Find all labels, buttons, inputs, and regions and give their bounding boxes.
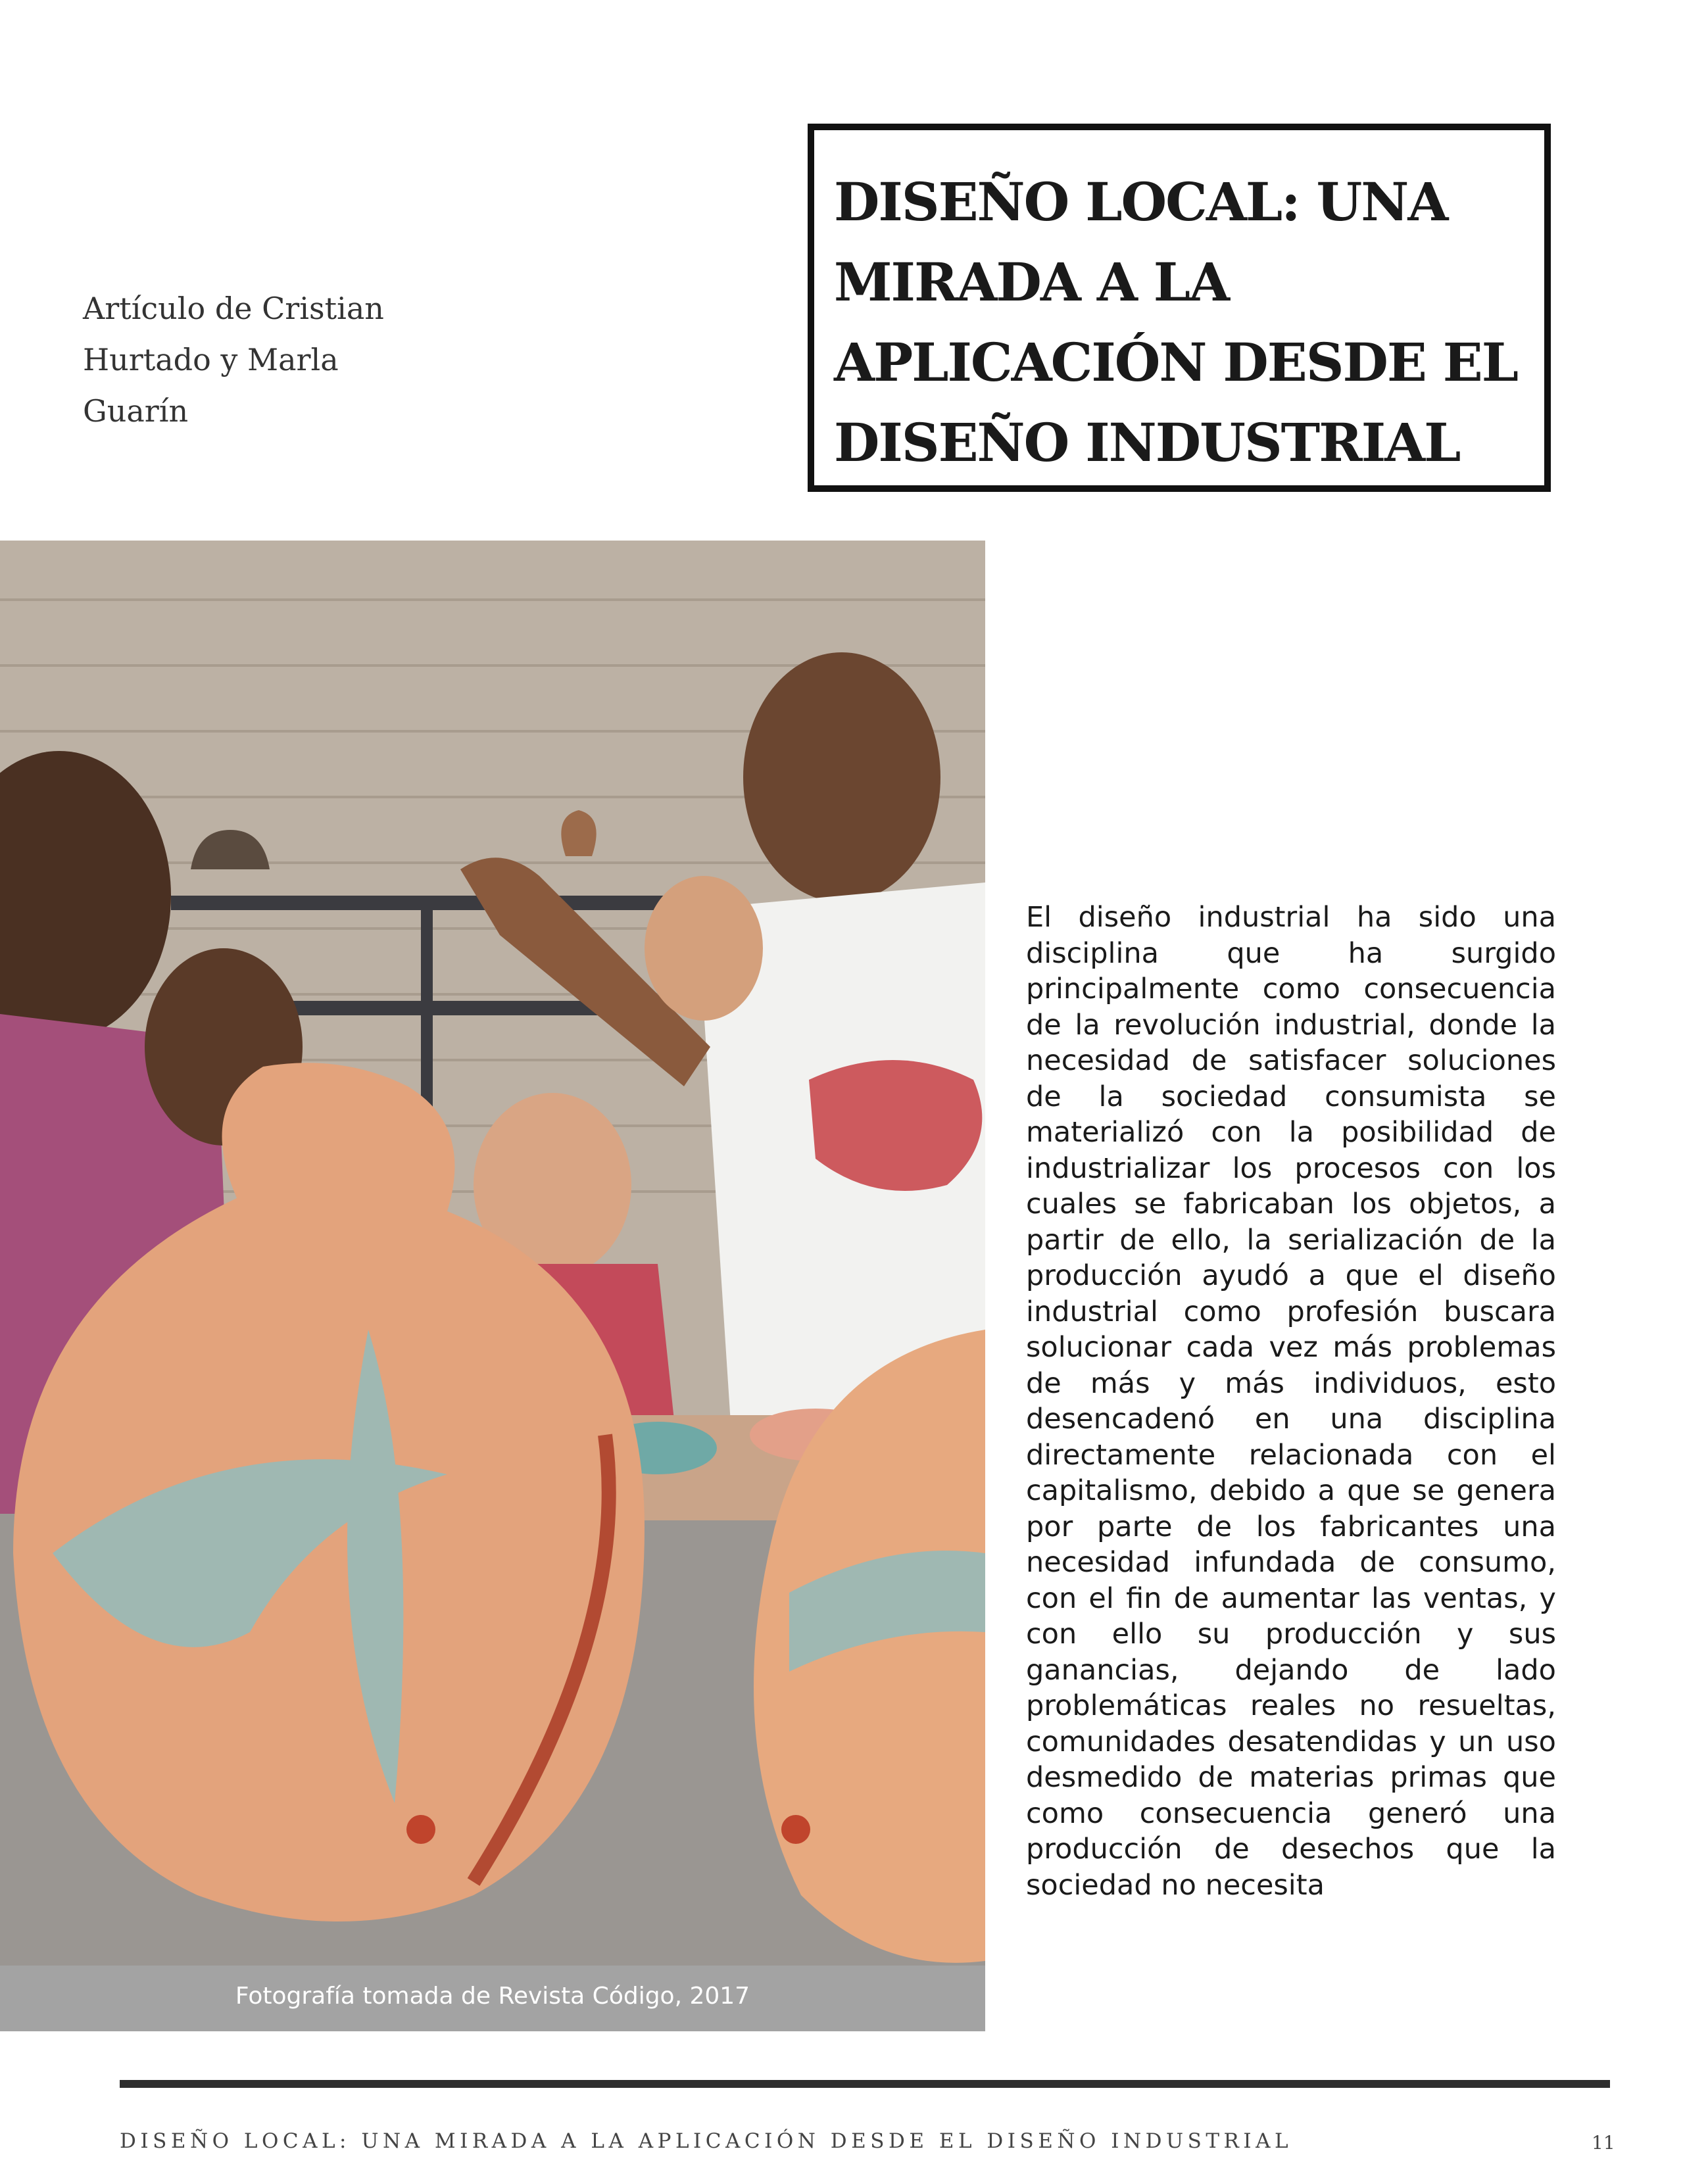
woman-head-back [645,876,763,1021]
page-number: 11 [1592,2132,1615,2154]
body-paragraph: El diseño industrial ha sido una disciplina que ha surgido principalmente como consecuencia de la revolución industrial, donde la necesidad de satisfacer soluciones de la sociedad consumista se materializó con la posibilidad de industrializar los procesos con los cuales se fabricaban los objetos, a partir de ello, la serialización de la producción ayudó a que el diseño industrial como profesión buscara solucionar cada vez más problemas de más y más individuos, esto desencadenó en una disciplina directamente relacionada con el capitalismo, debido a que se genera por parte de los fabricantes una necesidad infundada de consumo, con el fin de aumentar las ventas, y con ello su producción y sus ganancias, dejando de lado problemáticas reales no resueltas, comunidades desatendidas y un uso desmedido de materias primas que como consecuencia generó una producción de desechos que la sociedad no necesita [1026,901,1556,1902]
byline-line-2: Hurtado y Marla Guarín [83,342,339,429]
photo-caption-bar [0,1966,985,2031]
article-photo [0,541,985,1966]
photo-caption: Fotografía tomada de Revista Código, 2017 [235,1983,750,2010]
article-title-box [808,124,1551,492]
title-line-4: DISEÑO INDUSTRIAL [834,412,1460,473]
pottery-workshop-photo [0,541,985,1966]
pot-dot-right [781,1815,810,1844]
footer-rule [120,2080,1610,2088]
running-title: DISEÑO LOCAL: UNA MIRADA A LA APLICACIÓN DESDE EL DISEÑO INDUSTRIAL [120,2129,1293,2153]
byline-line-1: Artículo de Cristian [83,291,384,326]
pot-dot-left [406,1815,435,1844]
title-line-3: APLICACIÓN DESDE EL [834,331,1517,393]
title-line-1: DISEÑO LOCAL: UNA [834,171,1448,233]
shirt-print [809,1060,982,1191]
man-head [743,652,940,902]
article-title [834,162,1525,483]
title-line-2: MIRADA A LA [834,251,1229,313]
article-byline [83,283,451,437]
